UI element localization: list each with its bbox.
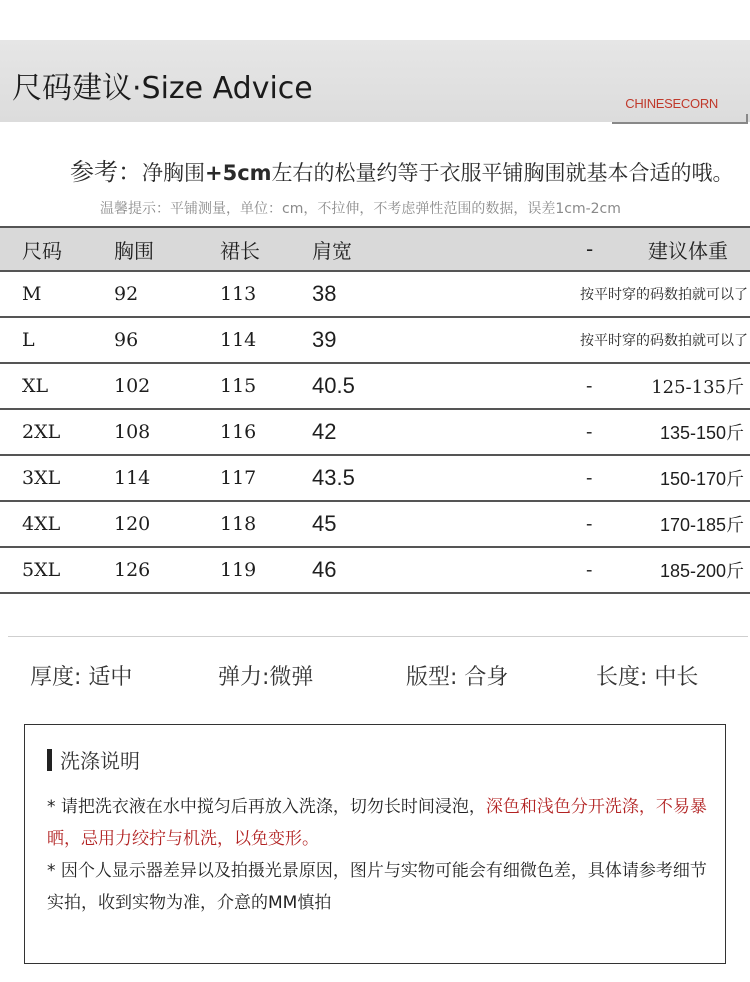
cell-shoulder: 46 [312, 557, 337, 582]
header-shoulder: 肩宽 [312, 238, 352, 263]
reference-text-a: 净胸围 [142, 161, 205, 185]
cell-length: 114 [220, 329, 257, 351]
cell-size: 3XL [22, 467, 61, 489]
table-row [0, 364, 750, 410]
reference-bold: +5cm [205, 161, 272, 185]
table-row [0, 456, 750, 502]
cell-shoulder: 38 [312, 281, 337, 306]
reference-label: 参考： [70, 158, 142, 186]
washing-title [47, 745, 140, 774]
cell-length: 118 [220, 513, 257, 535]
table-row [0, 410, 750, 456]
header-length: 裙长 [220, 238, 260, 263]
cell-bust: 114 [114, 467, 151, 489]
table-row [0, 548, 750, 594]
page-title: 尺码建议·Size Advice [12, 71, 313, 106]
reference-text-b: 左右的松量约等于衣服平铺胸围就基本合适的哦。 [271, 161, 734, 185]
table-row [0, 318, 750, 364]
washing-title-text: 洗涤说明 [60, 749, 140, 773]
cell-length: 113 [220, 283, 257, 305]
cell-bust: 102 [114, 375, 151, 397]
cell-bust: 92 [114, 283, 139, 305]
brand-underline [612, 114, 748, 124]
cell-size: M [22, 283, 42, 305]
cell-shoulder: 45 [312, 511, 337, 536]
cell-dash: - [586, 467, 593, 489]
table-row [0, 502, 750, 548]
cell-weight: 150-170斤 [659, 469, 744, 489]
cell-size: L [22, 329, 35, 351]
header-bust: 胸围 [114, 238, 154, 263]
header-dash: - [586, 237, 594, 261]
cell-weight: 按平时穿的码数拍就可以了 [580, 333, 748, 349]
title-bar-icon [47, 749, 52, 771]
cell-size: 4XL [22, 513, 61, 535]
cell-dash: - [586, 513, 593, 535]
cell-shoulder: 39 [312, 327, 337, 352]
cell-dash: - [586, 375, 593, 397]
cell-length: 117 [220, 467, 257, 489]
washing-instructions [24, 724, 726, 964]
washing-line-1-red: 深色和浅色分开洗涤，不易暴晒，忌用力绞拧与机洗，以免变形。 [47, 797, 707, 849]
cell-size: XL [22, 375, 49, 397]
cell-weight: 135-150斤 [659, 423, 744, 443]
cell-dash: - [586, 559, 593, 581]
cell-bust: 126 [114, 559, 151, 581]
attr-thickness: 厚度: 适中 [30, 665, 133, 690]
cell-size: 5XL [22, 559, 61, 581]
section-divider [8, 636, 748, 637]
cell-length: 119 [220, 559, 257, 581]
fit-reference [70, 152, 734, 187]
cell-length: 115 [220, 375, 257, 397]
cell-size: 2XL [22, 421, 61, 443]
cell-dash: - [586, 421, 593, 443]
cell-bust: 108 [114, 421, 151, 443]
brand-name: CHINESECORN [625, 96, 718, 111]
cell-weight: 170-185斤 [659, 515, 744, 535]
washing-body [47, 791, 715, 919]
measurement-note: 温馨提示：平铺测量，单位：cm，不拉伸，不考虑弹性范围的数据，误差1cm-2cm [100, 201, 621, 217]
attr-length: 长度: 中长 [596, 665, 699, 690]
size-table [0, 226, 750, 594]
cell-shoulder: 42 [312, 419, 337, 444]
table-row [0, 272, 750, 318]
cell-length: 116 [220, 421, 257, 443]
cell-weight: 185-200斤 [659, 561, 744, 581]
attr-elasticity: 弹力:微弹 [218, 665, 314, 690]
cell-shoulder: 43.5 [312, 465, 355, 490]
size-advice-header [0, 40, 750, 122]
header-weight: 建议体重 [648, 238, 728, 263]
cell-weight: 125-135斤 [651, 377, 744, 398]
header-size: 尺码 [22, 238, 62, 263]
cell-weight: 按平时穿的码数拍就可以了 [580, 287, 748, 303]
attr-fit: 版型: 合身 [406, 665, 509, 690]
cell-bust: 96 [114, 329, 139, 351]
washing-line-2: * 因个人显示器差异以及拍摄光景原因，图片与实物可能会有细微色差，具体请参考细节实拍，收到实物为准，介意的MM慎拍 [47, 861, 707, 913]
table-header-row [0, 226, 750, 272]
cell-bust: 120 [114, 513, 151, 535]
cell-shoulder: 40.5 [312, 373, 355, 398]
washing-line-1-normal: * 请把洗衣液在水中搅匀后再放入洗涤，切勿长时间浸泡， [47, 797, 486, 817]
washing-line-1 [47, 791, 715, 855]
